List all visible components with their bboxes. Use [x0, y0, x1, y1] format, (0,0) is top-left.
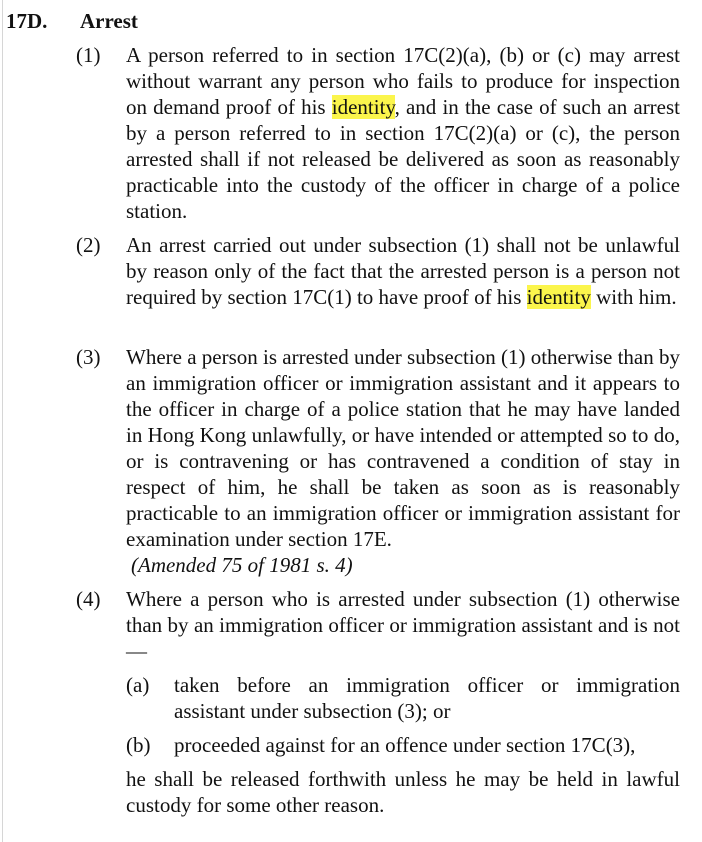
- subitem-number: (a): [126, 673, 150, 697]
- text-segment: An arrest carried out under subsection (1) shall not be unlawful by reason only of the fact that the arrested person is a person not required by section 17C(1) to have proof of his: [126, 233, 680, 309]
- highlighted-term: identity: [331, 95, 395, 119]
- text-segment: A person referred to in section 17C(2)(a), (b) or (c) may arrest without warrant any person who fails to produce for inspection on demand proof of his: [126, 43, 680, 119]
- text-segment: with him.: [590, 285, 677, 309]
- subitem-text: proceeded against for an offence under section 17C(3),: [174, 733, 636, 757]
- left-margin-rule: [2, 0, 3, 842]
- subitem-number: (b): [126, 733, 151, 757]
- section-title: Arrest: [80, 9, 138, 33]
- paragraph-text: [126, 42, 680, 224]
- paragraph-number: (1): [76, 43, 101, 67]
- text-segment: Where a person is arrested under subsection (1) otherwise than by an immigration officer or immigration assistant and it appears to the officer in charge of a police station that he may have landed in Hong Kong unlawfully, or have intended or attempted so to do, or is contravening or has contravened a condition of stay in respect of him, he shall be taken as soon as is reasonably practicable to an immigration officer or immigration assistant for examination under section 17E.: [126, 345, 680, 551]
- section-number: 17D.: [6, 9, 48, 33]
- paragraph-number: (4): [76, 587, 101, 611]
- highlighted-term: identity: [526, 285, 591, 309]
- paragraph-text: [126, 232, 680, 310]
- text-segment: , and in the case of such an arrest by a person referred to in section 17C(2)(a) or (c), the person arrested shall if not released be delivered as soon as reasonably practicable into the custody of the officer in charge of a police station.: [126, 95, 681, 223]
- paragraph-number: (3): [76, 345, 101, 369]
- paragraph-number: (2): [76, 233, 101, 257]
- paragraph-text: [126, 344, 680, 578]
- paragraph-text: Where a person who is arrested under subsection (1) otherwise than by an immigration officer or immigration assistant and is not—: [126, 587, 680, 663]
- amendment-note: (Amended 75 of 1981 s. 4): [131, 553, 353, 577]
- closing-text: he shall be released forthwith unless he may be held in lawful custody for some other reason.: [126, 767, 680, 817]
- subitem-text: taken before an immigration officer or immigration assistant under subsection (3); or: [174, 673, 680, 723]
